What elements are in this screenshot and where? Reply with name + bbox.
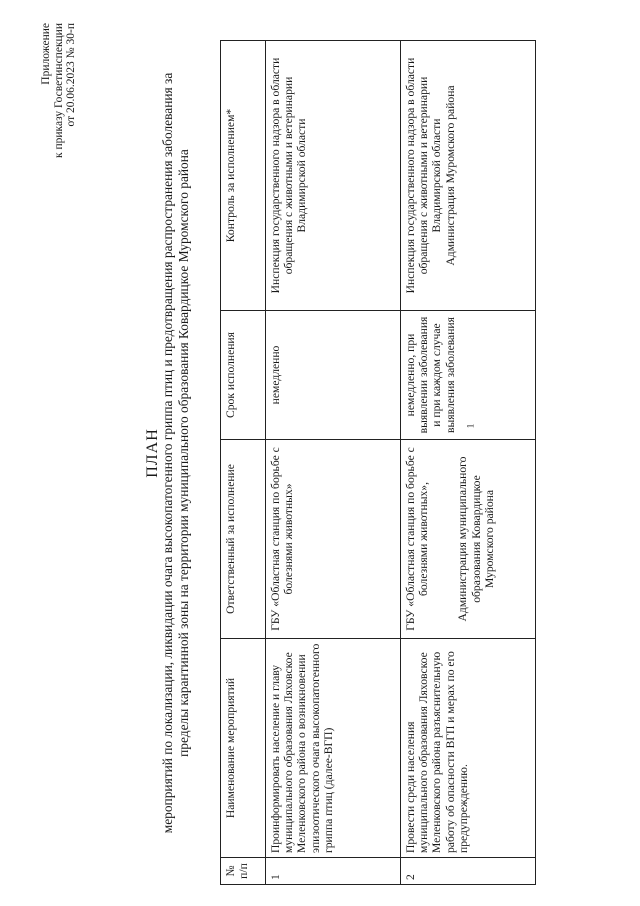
row-term: немедленно [266, 311, 401, 440]
page-number: 1 [465, 423, 476, 429]
table-row [401, 41, 536, 885]
document-sheet [20, 13, 620, 893]
header-name: Наименование мероприятий [221, 639, 266, 858]
row-responsible-2: Администрация муниципального образования Ковардицкое Муромского района [456, 456, 496, 622]
plan-subtitle: мероприятий по локализации, ликвидации очага высокопатогенного гриппа птиц и предотвращения распространения заболевания за пределы карантинной зоны на территории муниципального образования Ковардицкое Муромского района [160, 72, 191, 834]
appendix-line-2: к приказу Госветинспекции [52, 23, 65, 158]
row-responsible [266, 440, 401, 639]
table-row [266, 41, 401, 885]
row-name: Проинформировать население и главу муниципального образования Ляховское Меленковского района о возникновении эпизоотического очага высокопатогенного гриппа птиц (далее-ВГП) [266, 639, 401, 858]
plan-title: ПЛАН [144, 428, 161, 478]
row-control [401, 41, 536, 311]
header-num: № п/п [221, 858, 266, 885]
plan-table [220, 40, 536, 885]
header-control: Контроль за исполнением* [221, 41, 266, 311]
row-control [266, 41, 401, 311]
row-responsible-1: ГБУ «Областная станция по борьбе с болезнями животных» [269, 447, 296, 631]
appendix-line-1: Приложение [40, 23, 52, 85]
row-control-2: Администрация Муромского района [443, 85, 457, 266]
header-responsible: Ответственный за исполнение [221, 440, 266, 639]
appendix-line-3: от 20.06.2023 № 30-п [65, 23, 77, 127]
row-num: 2 [401, 858, 536, 885]
row-term: немедленно, при выявлении заболевания и при каждом случае выявления заболевания [401, 311, 536, 440]
row-responsible-1: ГБУ «Областная станция по борьбе с болезнями животных», [404, 447, 431, 631]
row-control-1: Инспекция государственного надзора в области обращения с животными и ветеринарии Владимирской области [404, 57, 444, 294]
row-num: 1 [266, 858, 401, 885]
row-control-1: Инспекция государственного надзора в области обращения с животными и ветеринарии Владимирской области [269, 57, 309, 294]
table-header-row [221, 41, 266, 885]
row-name: Провести среди населения муниципального образования Ляховское Меленковского района разъяснительную работу об опасности ВГП и мерах по его предупреждению. [401, 639, 536, 858]
row-responsible [401, 440, 536, 639]
appendix-block [40, 23, 78, 158]
header-term: Срок исполнения [221, 311, 266, 440]
